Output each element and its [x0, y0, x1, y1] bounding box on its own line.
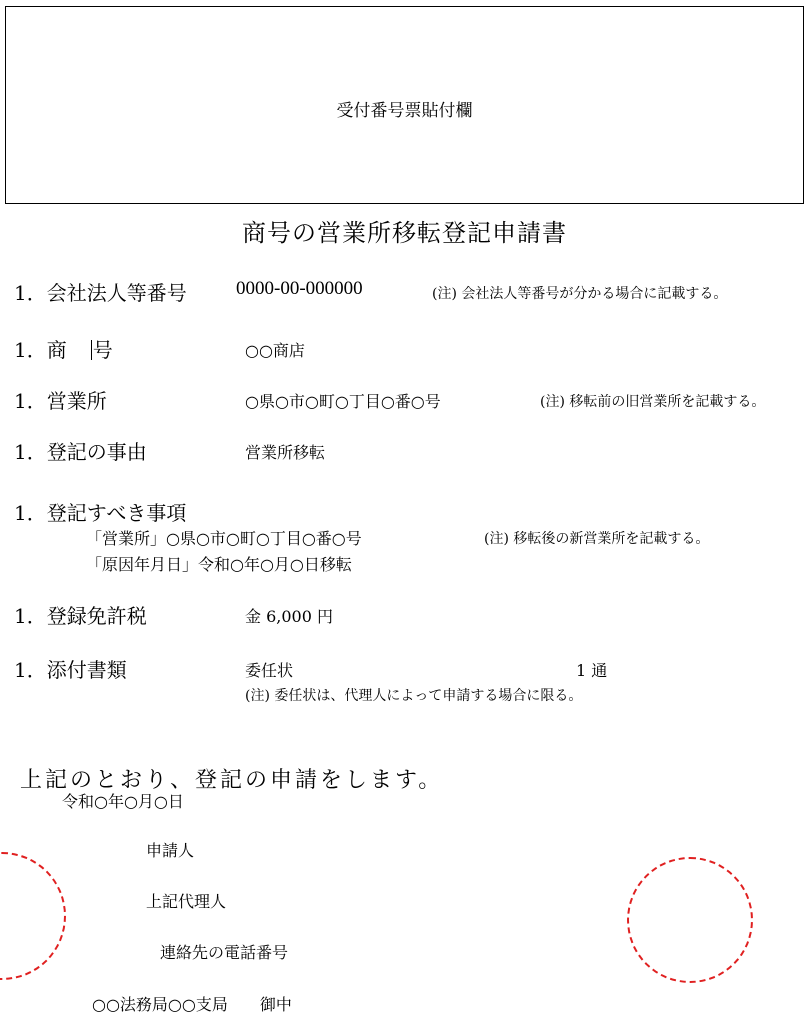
matters-line1-note: (注) 移転後の新営業所を記載する。: [484, 531, 710, 547]
matters-label: 1．登記すべき事項: [14, 501, 187, 525]
attachments-value: 委任状: [245, 661, 294, 680]
text-cursor: [91, 340, 92, 360]
reason-value: 営業所移転: [245, 443, 326, 462]
addressee: ○○法務局○○支局 御中: [92, 995, 292, 1014]
matters-line2: 「原因年月日」令和○年○月○日移転: [86, 555, 352, 574]
trade-name-value: ○○商店: [245, 341, 305, 360]
attachments-count: 1 通: [576, 661, 608, 680]
trade-name-label-b: 号: [92, 338, 113, 362]
seal-circle-left: [0, 852, 66, 980]
corp-number-label: 1．会社法人等番号: [14, 281, 187, 305]
document-title: 商号の営業所移転登記申請書: [242, 219, 567, 247]
office-label: 1．営業所: [14, 389, 107, 413]
matters-line1: 「営業所」○県○市○町○丁目○番○号: [86, 529, 362, 548]
phone-label: 連絡先の電話番号: [160, 943, 289, 962]
reason-label: 1．登記の事由: [14, 440, 147, 464]
tax-value: 金 6,000 円: [245, 607, 333, 626]
tax-label: 1．登録免許税: [14, 604, 147, 628]
closing-statement: 上記のとおり、登記の申請をします。: [20, 768, 444, 793]
corp-number-value: 0000-00-000000: [236, 278, 363, 299]
office-value: ○県○市○町○丁目○番○号: [245, 392, 441, 411]
seal-circle-right: [627, 857, 753, 983]
closing-date: 令和○年○月○日: [62, 792, 184, 811]
office-note: (注) 移転前の旧営業所を記載する。: [540, 394, 766, 410]
receipt-stamp-label: 受付番号票貼付欄: [336, 101, 473, 121]
corp-number-note: (注) 会社法人等番号が分かる場合に記載する。: [432, 286, 728, 302]
trade-name-label-a: 1．商: [14, 338, 67, 362]
attachments-label: 1．添付書類: [14, 658, 127, 682]
applicant-label: 申請人: [146, 841, 195, 860]
agent-label: 上記代理人: [146, 892, 227, 911]
attachments-note: (注) 委任状は、代理人によって申請する場合に限る。: [245, 688, 583, 704]
trade-name-label: [14, 334, 113, 363]
